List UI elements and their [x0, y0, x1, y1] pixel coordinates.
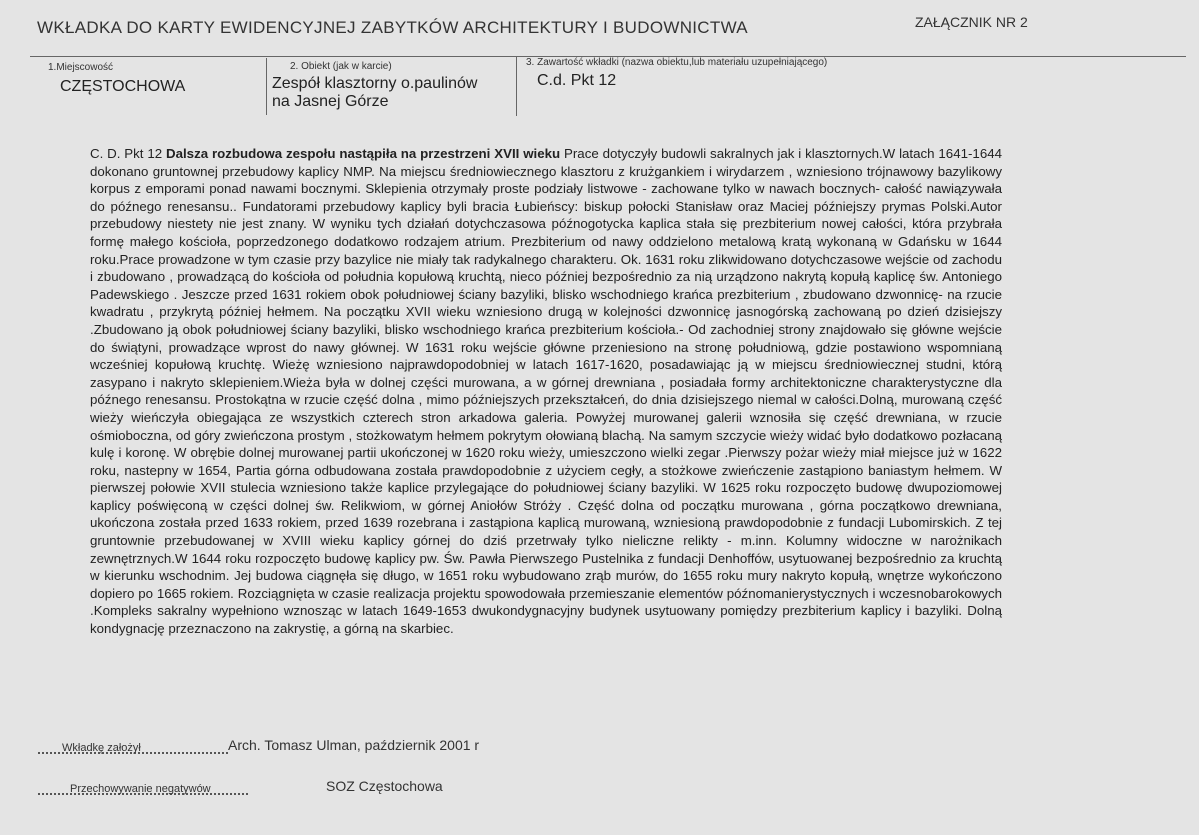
description-body: Prace dotyczyły budowli sakralnych jak i klasztornych.W latach 1641-1644 dokonano gruntownej przebudowy kaplicy NMP. Na miejscu średniowiecznego klasztoru z krużgankiem i wirydarzem , wzniesiono trójnawowy bazylikowy korpus z emporami ponad nawami bocznymi. Sklepienia otrzymały proste podziały listwowe - zachowane tylko w nawach bocznych- całość nawiązywała do późnego renesansu.. Fundatorami przebudowy kaplicy byli bracia Łubieńscy: biskup połocki Stanisław oraz Maciej późniejszy prymas Polski.Autor przebudowy niestety nie jest znany. W wyniku tych działań dotychczasowa późnogotycka kaplica stała się prezbiterium nowej całości, która przybrała formę małego kościoła, poprzedzonego dodatkowo rodzajem atrium. Prezbiterium od nawy oddzielono metalową kratą wykonaną w Gdańsku w 1644 roku.Prace prowadzone w tym czasie przy bazylice nie miały tak radykalnego charakteru. Ok. 1631 roku zlikwidowano dotychczasowe wejście od zachodu i zbudowano , prowadzącą do kościoła od południa kopułową kruchtą, nieco później bezpośrednio za nią urządzono nakrytą kopułą kaplicę św. Antoniego Padewskiego . Jeszcze przed 1631 rokiem obok południowej ściany bazyliki, blisko wschodniego krańca prezbiterium , zbudowano dzwonnicę- na rzucie kwadratu , przykrytą później hełmem. Na początku XVII wieku wzniesiono drugą w kolejności dzwonnicę jasnogórską zachowaną po dzień dzisiejszy .Zbudowano ją obok południowej ściany bazyliki, blisko wschodniego krańca prezbiterium kościoła.- Od zachodniej strony znajdowało się główne wejście do świątyni, prowadzące wprost do nawy głównej. W 1631 roku wejście główne przeniesiono na stronę południową, gdzie postawiono wspomnianą wcześniej kopułową kruchtę. Wieżę wzniesiono najprawdopodobniej w latach 1617-1620, posadawiając ją w miejscu średniowiecznej studni, którą zasypano i nakryto sklepieniem.Wieża była w dolnej części murowana, a w górnej drewniana , posiadała formy architektoniczne charakterystyczne dla późnego renesansu. Prostokątna w rzucie część dolna , mimo późniejszych przekształceń, do dnia dzisiejszego niemal w całości.Dolną, murowaną część wieży wieńczyła obiegająca ze wszystkich czterech stron arkadowa galeria. Powyżej murowanej galerii wznosiła się część drewniana, w rzucie ośmioboczna, od góry zwieńczona prostym , stożkowatym hełmem pokrytym ołowianą blachą. Na samym szczycie wieży widać było dodatkowo pozłacaną kulę i koronę. W obrębie dolnej murowanej partii ukończonej w 1620 roku wieży, umieszczono wielki zegar .Pierwszy pożar wieży miał miejsce już w 1622 roku, nastepny w 1654, Partia górna odbudowana została prawdopodobnie z użyciem cegły, a stożkowe zwieńczenie zastąpiono baniastym hełmem. W pierwszej połowie XVII stulecia wzniesiono także kaplice przylegające do południowej ściany bazyliki. W 1625 roku rozpoczęto budowę dwupoziomowej kaplicy poświęconą w części dolnej św. Relikwiom, w górnej Aniołów Stróży . Część dolna od początku murowana , górna początkowo drewniana, ukończona została przed 1633 rokiem, przed 1639 rozebrana i zastąpiona kaplicą murowaną, wzniesioną prawdopodobnie z fundacji Lubomirskich. Z tej gruntownie przebudowanej w XVIII wieku kaplicy górnej do dziś przetrwały tylko nieliczne relikty - m.inn. Kolumny widoczne w narożnikach zewnętrznych.W 1644 roku rozpoczęto budowę kaplicy pw. Św. Pawła Pierwszego Pustelnika z fundacji Denhoffów, usytuowanej bezpośrednio za kruchtą w kierunku wschodnim. Jej budowa ciągnęła się długo, w 1651 roku wybudowano zrąb murów, do 1655 roku mury nakryto kopułą, wnętrze wykończono dopiero po 1665 rokiem. Rozciągnięta w czasie realizacja projektu spowodowała przemieszanie elementów późnomanierystycznych i wczesnobarokowych .Kompleks sakralny wypełniono wznosząc w latach 1649-1653 dwukondygnacyjny budynek usytuowany pomiędzy prezbiterium kaplicy i bazyliki. Dolną kondygnację przeznaczono na zakrystię, a górną na skarbiec. — [90, 146, 1002, 637]
annex-label: ZAŁĄCZNIK NR 2 — [915, 14, 1028, 30]
author-label: Wkładkę założył — [62, 742, 141, 754]
document-title: WKŁADKA DO KARTY EWIDENCYJNEJ ZABYTKÓW ARCHITEKTURY I BUDOWNICTWA — [37, 18, 748, 37]
place-value: CZĘSTOCHOWA — [60, 78, 186, 95]
description-intro: C. D. Pkt 12 — [90, 146, 166, 161]
object-value-line-2: na Jasnej Górze — [272, 93, 389, 110]
negatives-value: SOZ Częstochowa — [326, 778, 443, 794]
content-label: 3. Zawartość wkładki (nazwa obiektu,lub materiału uzupełniającego) — [526, 57, 828, 68]
field-divider-2 — [516, 56, 517, 116]
negatives-label: Przechowywanie negatywów — [70, 783, 211, 795]
field-divider-1 — [266, 58, 267, 115]
content-value: C.d. Pkt 12 — [537, 72, 617, 89]
description-heading: Dalsza rozbudowa zespołu nastąpiła na przestrzeni XVII wieku — [165, 146, 561, 161]
author-value: Arch. Tomasz Ulman, październik 2001 r — [228, 737, 480, 753]
place-label: 1.Miejscowość — [48, 62, 114, 73]
description-text — [90, 145, 1002, 638]
object-value-line-1: Zespół klasztorny o.paulinów — [272, 75, 478, 92]
object-label: 2. Obiekt (jak w karcie) — [290, 61, 392, 72]
